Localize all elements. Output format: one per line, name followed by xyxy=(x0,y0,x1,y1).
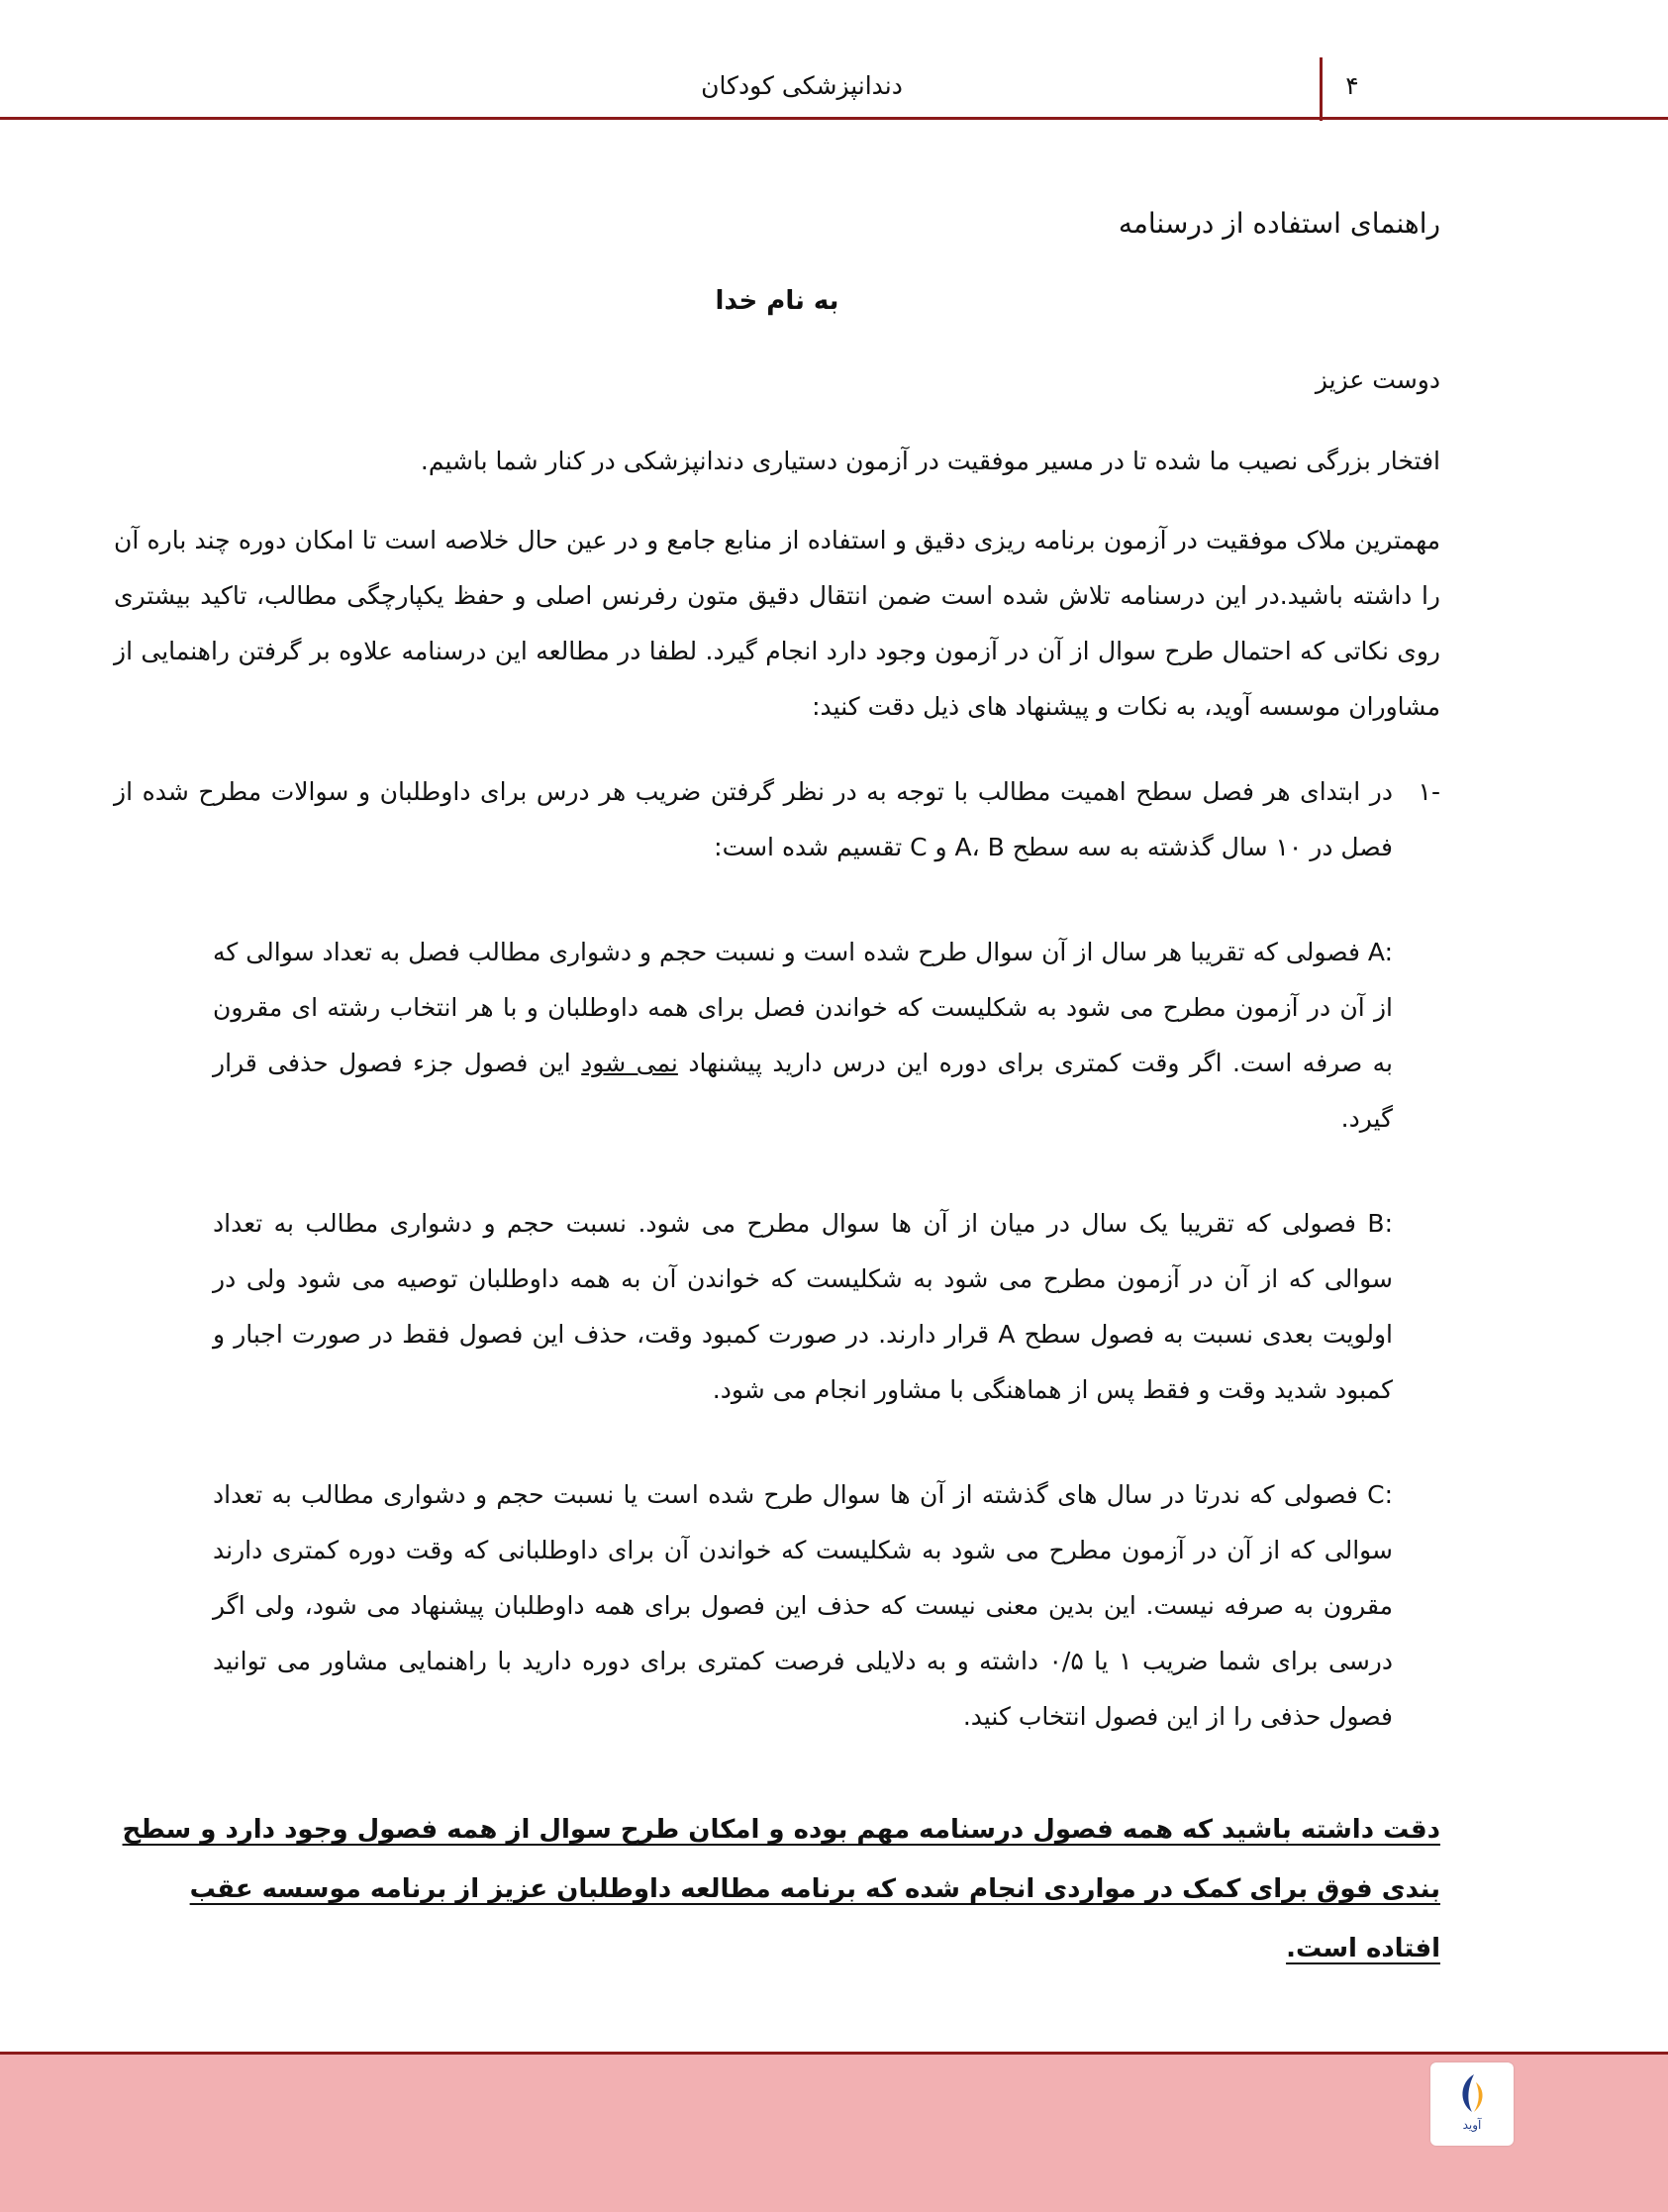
header-divider-horizontal xyxy=(0,117,1668,120)
list-item-number: -۱ xyxy=(1418,777,1440,806)
header-title: دندانپزشکی کودکان xyxy=(701,71,903,100)
list-item-text: در ابتدای هر فصل سطح اهمیت مطالب با توجه به در نظر گرفتن ضریب هر درس برای داوطلبان و سوالات مطرح شده از فصل در ۱۰ سال گذشته به سه سطح A، B و C تقسیم شده است: xyxy=(114,777,1393,861)
list-item-1 xyxy=(114,764,1440,875)
header-divider-vertical xyxy=(1320,57,1323,121)
important-note: دقت داشته باشید که همه فصول درسنامه مهم بوده و امکان طرح سوال از همه فصول وجود دارد و سطح بندی فوق برای کمک در مواردی انجام شده که برنامه مطالعه داوطلبان عزیز از برنامه موسسه عقب افتاده است. xyxy=(122,1815,1440,1963)
document-body xyxy=(114,194,1440,1978)
level-b-key: B: xyxy=(1367,1209,1393,1238)
level-a-paragraph xyxy=(114,925,1440,1147)
level-c-paragraph xyxy=(114,1467,1440,1745)
level-a-text: فصولی که تقریبا هر سال از آن سوال طرح شده است و نسبت حجم و دشواری مطالب فصل به تعداد سوالی که از آن در آزمون مطرح می شود به شکلیست که خواندن فصل برای همه داوطلبان و با هر انتخاب رشته ای مقرون به صرفه است. اگر وقت کمتری برای دوره این درس دارید پیشنهاد xyxy=(213,938,1393,1077)
level-c-text: فصولی که ندرتا در سال های گذشته از آن ها سوال طرح شده است یا نسبت حجم و دشواری مطالب به تعداد سوالی که از آن در آزمون مطرح می شود به شکلیست که خواندن آن برای داوطلبانی که وقت دوره کمتری دارند مقرون به صرفه نیست. این بدین معنی نیست که حذف این فصول برای همه داوطلبان پیشنهاد می شود، ولی اگر درسی برای شما ضریب ۱ یا ۰/۵ داشته و به دلایلی فرصت کمتری برای دوره دارید با راهنمایی مشاور می توانید فصول حذفی را از این فصول انتخاب کنید. xyxy=(213,1480,1394,1731)
page-footer xyxy=(0,2055,1668,2212)
logo-text: آوید xyxy=(1462,2118,1482,2132)
page-header xyxy=(0,0,1668,123)
logo-mark-icon xyxy=(1452,2072,1492,2116)
level-c-key: C: xyxy=(1367,1480,1393,1509)
guide-title: راهنمای استفاده از درسنامه xyxy=(1118,207,1440,240)
intro-paragraph: افتخار بزرگی نصیب ما شده تا در مسیر موفقیت در آزمون دستیاری دندانپزشکی در کنار شما باشیم. xyxy=(420,447,1440,475)
avid-logo-icon xyxy=(1430,2062,1514,2146)
main-paragraph: مهمترین ملاک موفقیت در آزمون برنامه ریزی دقیق و استفاده از منابع جامع و در عین حال خلاصه است تا امکان دوره چند باره آن را داشته باشید.در این درسنامه تلاش شده است ضمن انتقال دقیق متون رفرنس اصلی و حفظ یکپارچگی مطالب، تاکید بیشتری روی نکاتی که احتمال طرح سوال از آن در آزمون وجود دارد انجام گیرد. لطفا در مطالعه این درسنامه علاوه بر گرفتن راهنمایی از مشاوران موسسه آوید، به نکات و پیشنهاد های ذیل دقت کنید: xyxy=(114,526,1440,721)
level-a-underlined: نمی شود xyxy=(581,1049,678,1077)
level-a-text-end: این فصول جزء فصول حذفی قرار گیرد. xyxy=(213,1049,1393,1133)
level-a-key: A: xyxy=(1367,938,1393,966)
page-number: ۴ xyxy=(1345,71,1359,100)
level-b-text: فصولی که تقریبا یک سال در میان از آن ها سوال مطرح می شود. نسبت حجم و دشواری مطالب به تعداد سوالی که از آن در آزمون مطرح می شود به شکلیست که خواندن آن به همه داوطلبان توصیه می شود ولی در اولویت بعدی نسبت به فصول سطح A قرار دارند. در صورت کمبود وقت، حذف این فصول فقط در صورت اجبار و کمبود شدید وقت و فقط پس از هماهنگی با مشاور انجام می شود. xyxy=(213,1209,1393,1404)
level-b-paragraph xyxy=(114,1196,1440,1418)
salutation: دوست عزیز xyxy=(1315,365,1440,394)
bismillah-heading: به نام خدا xyxy=(715,286,839,316)
